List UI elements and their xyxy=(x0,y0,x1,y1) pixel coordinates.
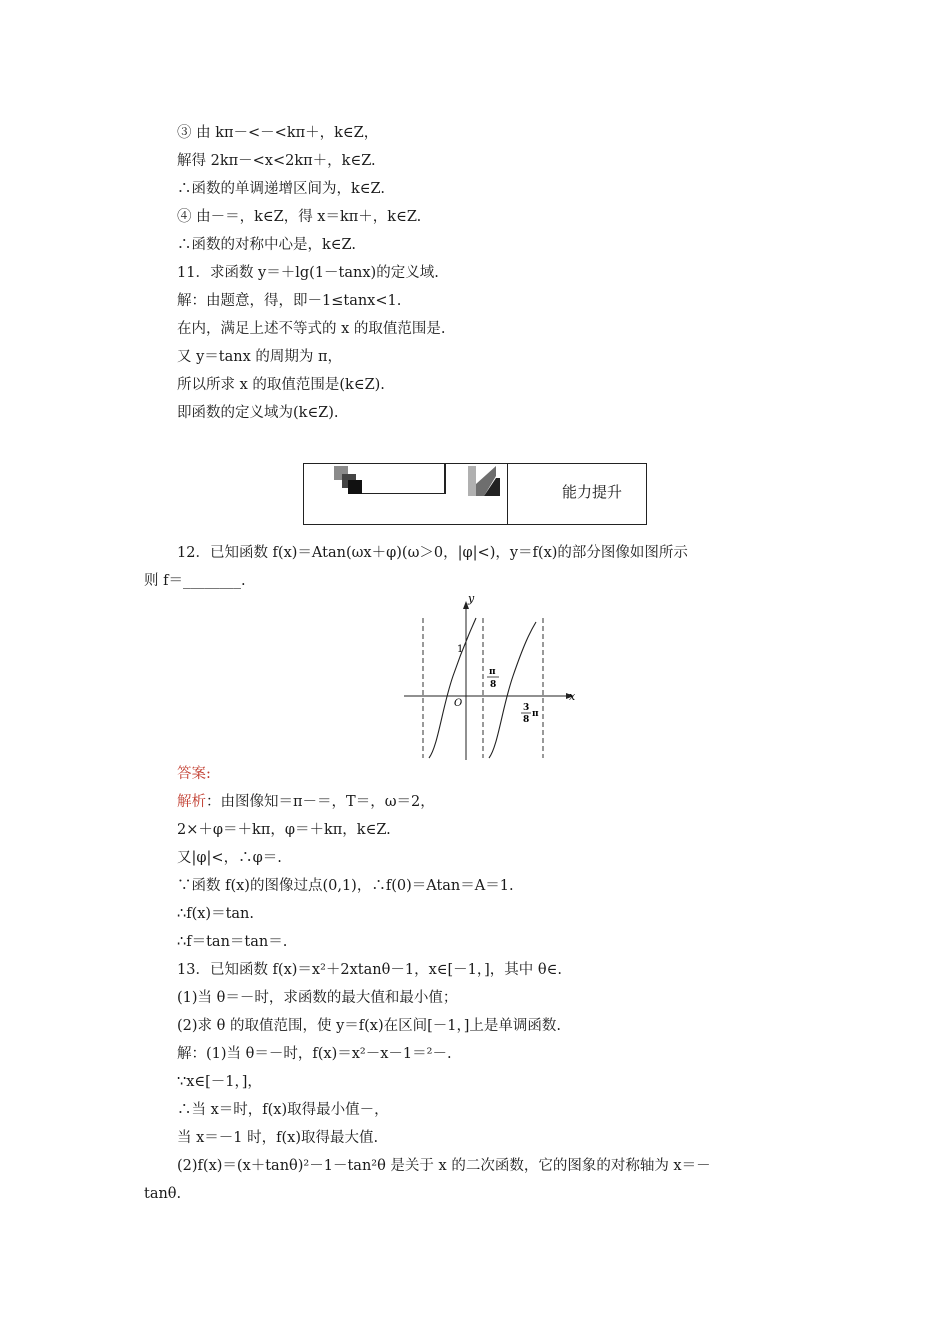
text-line: 即函数的定义域为(k∈Z). xyxy=(177,405,339,421)
text-line: tanθ. xyxy=(144,1186,182,1202)
pi-8-denominator: 8 xyxy=(490,680,497,690)
analysis-label: 解析 xyxy=(177,794,206,810)
text-line: ∵函数 f(x)的图像过点(0,1)，∴f(0)＝Atan＝A＝1. xyxy=(177,878,514,894)
tangent-graph xyxy=(398,596,588,766)
text-line: 解：(1)当 θ＝－时，f(x)＝x²－x－1＝²－. xyxy=(177,1046,452,1062)
text-line: (2)求 θ 的取值范围，使 y＝f(x)在区间[－1，]上是单调函数. xyxy=(177,1018,562,1034)
text-line: ∴当 x＝时，f(x)取得最小值－， xyxy=(177,1102,389,1118)
3pi-8-numerator: 3 xyxy=(523,703,530,713)
problem-11-title: 11．求函数 y＝＋lg(1－tanx)的定义域. xyxy=(177,265,439,281)
problem-13-title: 13．已知函数 f(x)＝x²＋2xtanθ－1，x∈[－1，]，其中 θ∈. xyxy=(177,962,562,978)
text-line: ③ 由 kπ－<－<kπ＋，k∈Z， xyxy=(177,125,379,141)
text-line: 又 y＝tanx 的周期为 π， xyxy=(177,349,343,365)
section-banner xyxy=(303,463,647,525)
answer-label: 答案: xyxy=(177,766,211,782)
3pi-8-suffix: π xyxy=(532,709,539,719)
text-line: ④ 由－＝，k∈Z，得 x＝kπ＋，k∈Z. xyxy=(177,209,422,225)
analysis-text: ：由图像知＝π－＝，T＝，ω＝2， xyxy=(206,794,435,810)
tan-branch-1 xyxy=(429,618,476,758)
banner-logo-icon xyxy=(328,464,528,504)
text-line: 又|φ|<，∴φ＝. xyxy=(177,850,282,866)
text-line: (1)当 θ＝－时，求函数的最大值和最小值； xyxy=(177,990,458,1006)
origin-label: O xyxy=(454,698,463,709)
text-line: 解：由题意，得，即－1≤tanx<1. xyxy=(177,293,402,309)
y-one-label: 1 xyxy=(457,644,464,655)
text-line: (2)f(x)＝(x＋tanθ)²－1－tan²θ 是关于 x 的二次函数，它的图象的对称轴为 x＝－ xyxy=(177,1158,711,1174)
text-line: ∵x∈[－1，]， xyxy=(177,1074,262,1090)
text-line: ∴函数的对称中心是，k∈Z. xyxy=(177,237,356,253)
text-line: 所以所求 x 的取值范围是(k∈Z). xyxy=(177,377,385,393)
text-line: ∴f＝tan＝tan＝. xyxy=(177,934,288,950)
tan-branch-2 xyxy=(489,622,536,758)
pi-8-numerator: π xyxy=(489,667,496,677)
text-line: ∴函数的单调递增区间为，k∈Z. xyxy=(177,181,385,197)
text-line: 在内，满足上述不等式的 x 的取值范围是. xyxy=(177,321,446,337)
text-line: 解得 2kπ－<x<2kπ＋，k∈Z. xyxy=(177,153,376,169)
3pi-8-denominator: 8 xyxy=(523,715,530,725)
x-axis-label: x xyxy=(569,690,576,703)
section-title: 能力提升 xyxy=(562,483,623,501)
text-line: 2×＋φ＝＋kπ，φ＝＋kπ，k∈Z. xyxy=(177,822,391,838)
text-line: ∴f(x)＝tan. xyxy=(177,906,255,922)
analysis-line xyxy=(177,792,435,812)
text-line: 当 x＝－1 时，f(x)取得最大值. xyxy=(177,1130,379,1146)
problem-12-line1: 12．已知函数 f(x)＝Atan(ωx＋φ)(ω＞0，|φ|<)，y＝f(x)的部分图像如图所示 xyxy=(177,545,688,561)
banner-divider xyxy=(507,464,508,524)
y-axis-label: y xyxy=(468,596,475,605)
problem-12-line2: 则 f＝________. xyxy=(144,573,246,589)
